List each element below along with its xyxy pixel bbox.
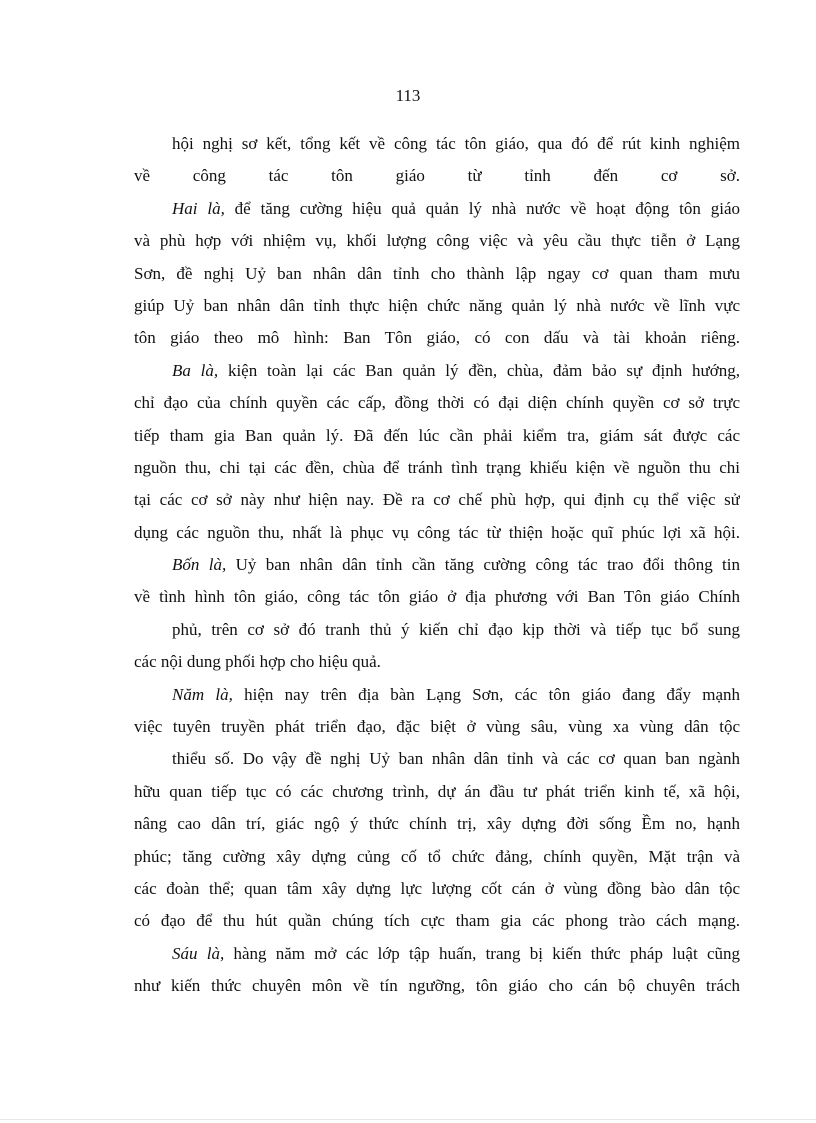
text-line xyxy=(134,128,740,160)
line-text: tiếp tham gia Ban quản lý. Đã đến lúc cần phải kiểm tra, giám sát được các xyxy=(134,425,740,445)
paragraph-lead: Năm là, xyxy=(172,684,233,704)
text-line xyxy=(134,581,740,613)
text-line xyxy=(134,387,740,419)
line-text: nguồn thu, chi tại các đền, chùa để tránh tình trạng khiếu kiện về nguồn thu chi xyxy=(134,457,740,477)
text-line xyxy=(134,484,740,516)
text-line xyxy=(134,679,740,711)
line-text: hữu quan tiếp tục có các chương trình, dự án đầu tư phát triển kinh tế, xã hội, xyxy=(134,781,740,801)
text-line xyxy=(134,420,740,452)
page-number: 113 xyxy=(395,86,421,105)
line-text: kiện toàn lại các Ban quản lý đền, chùa, đảm bảo sự định hướng, xyxy=(218,360,740,380)
line-text: giúp Uỷ ban nhân dân tỉnh thực hiện chức năng quản lý nhà nước về lĩnh vực xyxy=(134,295,740,315)
line-text: các nội dung phối hợp cho hiệu quả. xyxy=(134,652,381,672)
line-text: dụng các nguồn thu, nhất là phục vụ công tác từ thiện hoặc quĩ phúc lợi xã hội. xyxy=(134,522,740,542)
body-text xyxy=(134,128,740,1003)
text-line xyxy=(134,841,740,873)
paragraph-lead: Hai là, xyxy=(172,198,225,218)
line-text: chỉ đạo của chính quyền các cấp, đồng thời có đại diện chính quyền cơ sở trực xyxy=(134,393,740,413)
text-line xyxy=(134,452,740,484)
text-line xyxy=(134,614,740,646)
text-line xyxy=(134,160,740,192)
line-text: Sơn, đề nghị Uỷ ban nhân dân tỉnh cho thành lập ngay cơ quan tham mưu xyxy=(134,263,740,283)
text-line xyxy=(134,258,740,290)
line-text: tại các cơ sở này như hiện nay. Đề ra cơ chế phù hợp, qui định cụ thể việc sử xyxy=(134,490,740,510)
text-line xyxy=(134,938,740,970)
line-text: phủ, trên cơ sở đó tranh thủ ý kiến chỉ đạo kịp thời và tiếp tục bổ sung xyxy=(172,619,740,639)
text-line xyxy=(134,355,740,387)
text-line xyxy=(134,873,740,905)
text-line xyxy=(134,808,740,840)
text-line xyxy=(134,711,740,743)
text-line xyxy=(134,225,740,257)
text-line xyxy=(134,905,740,937)
line-text: như kiến thức chuyên môn về tín ngưỡng, tôn giáo cho cán bộ chuyên trách xyxy=(134,976,740,996)
text-line xyxy=(134,549,740,581)
line-text: và phù hợp với nhiệm vụ, khối lượng công việc và yêu cầu thực tiễn ở Lạng xyxy=(134,231,740,251)
line-text: thiểu số. Do vậy đề nghị Uỷ ban nhân dân tỉnh và các cơ quan ban ngành xyxy=(172,749,740,769)
line-text: việc tuyên truyền phát triển đạo, đặc biệt ở vùng sâu, vùng xa vùng dân tộc xyxy=(134,717,740,737)
line-text: phúc; tăng cường xây dựng củng cố tổ chức đảng, chính quyền, Mặt trận và xyxy=(134,846,740,866)
line-text: Uỷ ban nhân dân tỉnh cần tăng cường công tác trao đổi thông tin xyxy=(226,555,740,575)
line-text: về công tác tôn giáo từ tỉnh đến cơ sở. xyxy=(134,166,740,186)
paragraph-lead: Bốn là, xyxy=(172,555,227,575)
text-line xyxy=(134,970,740,1002)
paragraph-lead: Sáu là, xyxy=(172,943,225,963)
paragraph-lead: Ba là, xyxy=(172,360,219,380)
line-text: có đạo để thu hút quần chúng tích cực tham gia các phong trào cách mạng. xyxy=(134,911,740,931)
text-line xyxy=(134,646,740,678)
text-line xyxy=(134,776,740,808)
line-text: hội nghị sơ kết, tổng kết về công tác tôn giáo, qua đó để rút kinh nghiệm xyxy=(172,134,740,153)
line-text: tôn giáo theo mô hình: Ban Tôn giáo, có con dấu và tài khoản riêng. xyxy=(134,328,740,348)
text-line xyxy=(134,517,740,549)
line-text: về tình hình tôn giáo, công tác tôn giáo ở địa phương với Ban Tôn giáo Chính xyxy=(134,587,740,607)
line-text: hàng năm mở các lớp tập huấn, trang bị kiến thức pháp luật cũng xyxy=(224,943,740,963)
text-line xyxy=(134,743,740,775)
line-text: hiện nay trên địa bàn Lạng Sơn, các tôn giáo đang đẩy mạnh xyxy=(232,684,740,704)
text-line xyxy=(134,290,740,322)
line-text: nâng cao dân trí, giác ngộ ý thức chính trị, xây dựng đời sống Ềm no, hạnh xyxy=(134,814,740,834)
text-line xyxy=(134,322,740,354)
line-text: để tăng cường hiệu quả quản lý nhà nước về hoạt động tôn giáo xyxy=(224,198,740,218)
page-bottom-edge xyxy=(0,1119,816,1120)
line-text: các đoàn thể; quan tâm xây dựng lực lượng cốt cán ở vùng đồng bào dân tộc xyxy=(134,878,740,898)
text-line xyxy=(134,193,740,225)
